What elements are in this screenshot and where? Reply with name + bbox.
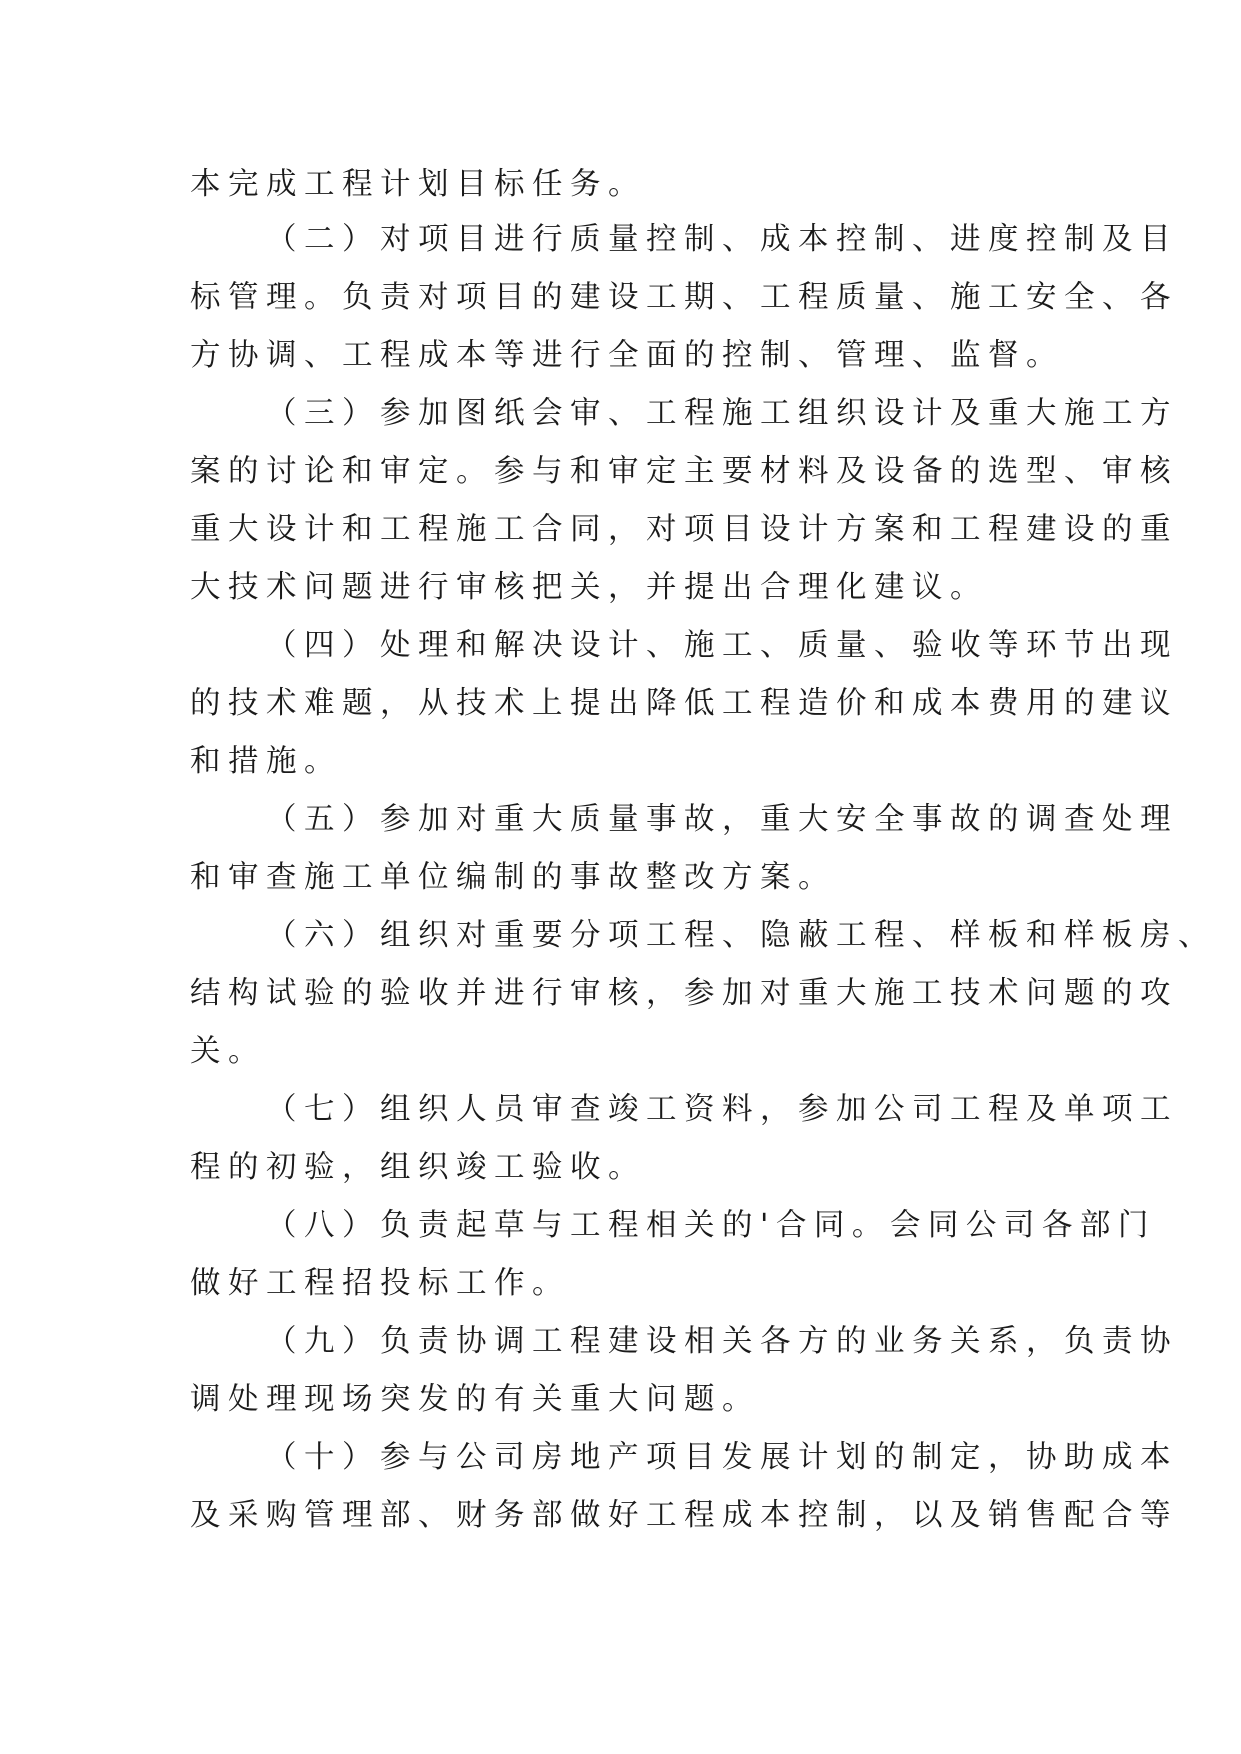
text-line: 和措施。 [190, 744, 342, 779]
text-line: 方协调、工程成本等进行全面的控制、管理、监督。 [190, 338, 1064, 373]
text-line: 结构试验的验收并进行审核，参加对重大施工技术问题的攻 [190, 976, 1178, 1011]
text-line: 大技术问题进行审核把关，并提出合理化建议。 [190, 570, 988, 605]
text-line: 重大设计和工程施工合同，对项目设计方案和工程建设的重 [190, 512, 1178, 547]
text-line: 及采购管理部、财务部做好工程成本控制，以及销售配合等 [190, 1498, 1178, 1533]
paragraph-line: （八）负责起草与工程相关的'合同。会同公司各部门 [266, 1208, 1156, 1243]
paragraph-line: （四）处理和解决设计、施工、质量、验收等环节出现 [266, 628, 1178, 663]
text-line: 调处理现场突发的有关重大问题。 [190, 1382, 760, 1417]
paragraph-line: （二）对项目进行质量控制、成本控制、进度控制及目 [266, 222, 1178, 257]
paragraph-line: （七）组织人员审查竣工资料，参加公司工程及单项工 [266, 1092, 1178, 1127]
text-line: 标管理。负责对项目的建设工期、工程质量、施工安全、各 [190, 280, 1178, 315]
text-line: 程的初验，组织竣工验收。 [190, 1150, 646, 1185]
paragraph-line: （六）组织对重要分项工程、隐蔽工程、样板和样板房、 [266, 918, 1216, 953]
paragraph-line: （五）参加对重大质量事故，重大安全事故的调查处理 [266, 802, 1178, 837]
text-line: 和审查施工单位编制的事故整改方案。 [190, 860, 836, 895]
text-line: 做好工程招投标工作。 [190, 1266, 570, 1301]
text-line: 关。 [190, 1034, 266, 1069]
text-line: 的技术难题，从技术上提出降低工程造价和成本费用的建议 [190, 686, 1178, 721]
text-line: 案的讨论和审定。参与和审定主要材料及设备的选型、审核 [190, 454, 1178, 489]
text-line: 本完成工程计划目标任务。 [190, 167, 646, 202]
paragraph-line: （三）参加图纸会审、工程施工组织设计及重大施工方 [266, 396, 1178, 431]
paragraph-line: （九）负责协调工程建设相关各方的业务关系，负责协 [266, 1324, 1178, 1359]
paragraph-line: （十）参与公司房地产项目发展计划的制定，协助成本 [266, 1440, 1178, 1475]
